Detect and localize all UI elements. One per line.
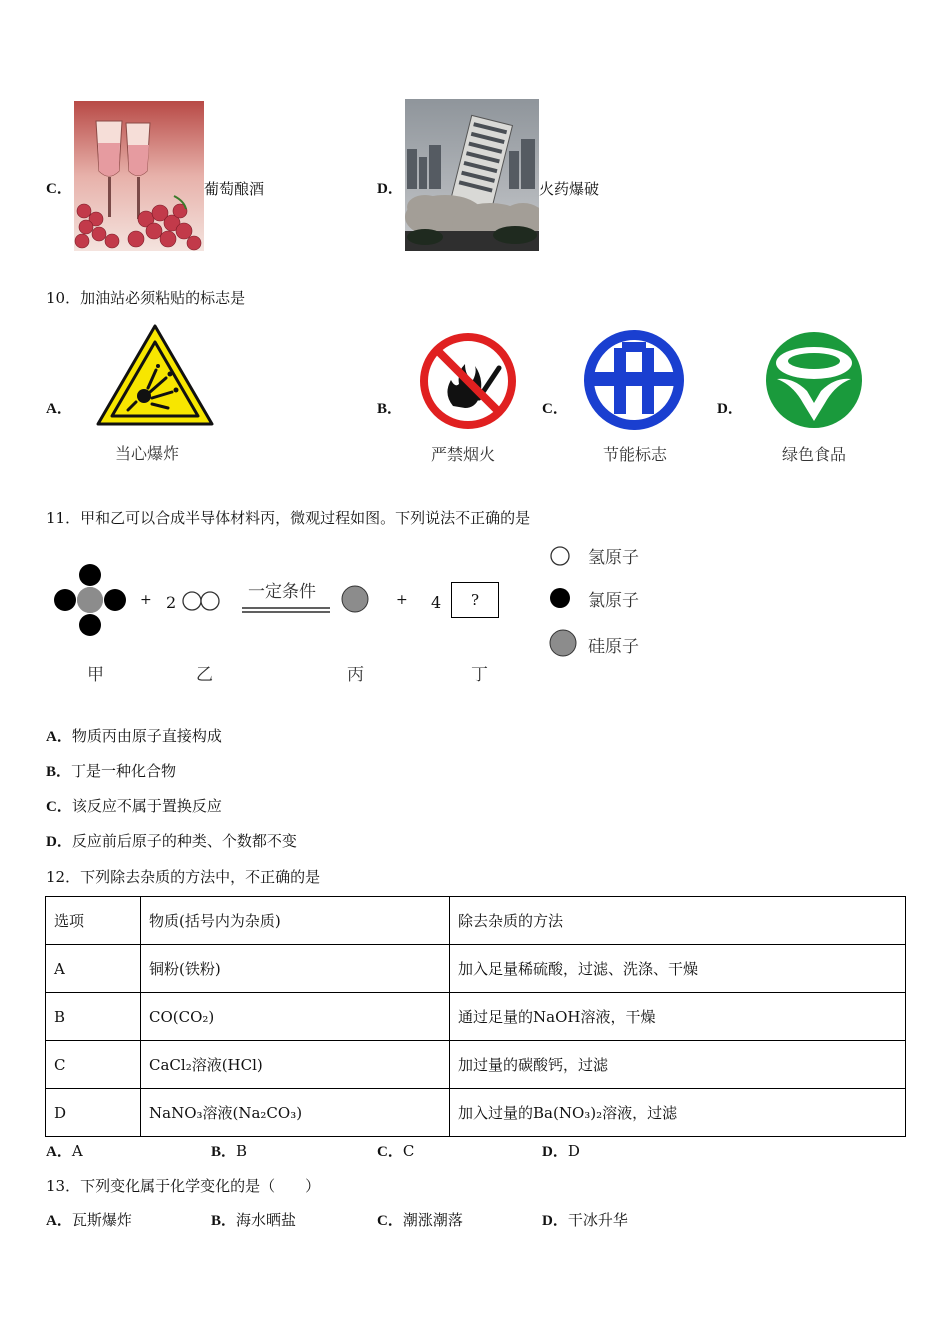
plus-sign-2: + <box>396 592 408 608</box>
q12-option-c-letter: C． <box>377 1144 403 1160</box>
header-substance: 物质(括号内为杂质) <box>141 897 450 945</box>
q12-option-b-letter: B． <box>211 1144 237 1160</box>
q11-option-d-letter: D． <box>46 834 72 850</box>
q13-option-c-text: 潮涨潮落 <box>402 1211 463 1229</box>
q11-option-a-letter: A． <box>46 729 72 745</box>
label-yi: 乙 <box>196 665 213 685</box>
q11-option-c-letter: C． <box>46 799 72 815</box>
q12-option-c-text: C <box>402 1142 415 1160</box>
q13-option-d-letter: D． <box>542 1213 568 1229</box>
row-method-cell: 通过足量的NaOH溶液，干燥 <box>450 993 906 1041</box>
q12-option-c[interactable] <box>377 1140 414 1161</box>
sicl4-molecule-icon <box>50 560 130 640</box>
label-ding: 丁 <box>471 665 488 685</box>
option-c-letter: C． <box>46 181 72 197</box>
table-row <box>46 1041 906 1089</box>
row-substance-cell: CaCl₂溶液(HCl) <box>141 1041 450 1089</box>
q13-option-a-text: 瓦斯爆炸 <box>71 1211 132 1229</box>
q13-option-b-letter: B． <box>211 1213 237 1229</box>
row-option-cell: B <box>46 993 141 1041</box>
q10-option-d-caption: 绿色食品 <box>782 445 847 464</box>
legend-hydrogen-label: 氢原子 <box>588 548 639 568</box>
q13-option-b[interactable] <box>211 1209 296 1230</box>
q12-option-a-text: A <box>71 1142 83 1160</box>
row-method-cell: 加入过量的Ba(NO₃)₂溶液，过滤 <box>450 1089 906 1137</box>
q10-option-c-caption: 节能标志 <box>603 445 668 464</box>
option-c-caption: 葡萄酿酒 <box>204 180 265 198</box>
q10-option-d-letter: D． <box>717 401 743 417</box>
no-fire-sign-icon <box>419 332 517 430</box>
q13-option-a[interactable] <box>46 1209 132 1230</box>
row-substance-cell: 铜粉(铁粉) <box>141 945 450 993</box>
question-11-stem: 11．甲和乙可以合成半导体材料丙，微观过程如图。下列说法不正确的是 <box>46 509 531 527</box>
q10-option-a-letter: A． <box>46 401 72 417</box>
question-13-stem: 13．下列变化属于化学变化的是（ ） <box>46 1177 321 1195</box>
q11-option-a[interactable] <box>46 725 222 746</box>
h2-molecule-icon <box>180 589 224 613</box>
q13-option-c-letter: C． <box>377 1213 403 1229</box>
q13-option-b-text: 海水晒盐 <box>236 1211 297 1229</box>
unknown-mark: ? <box>470 591 480 609</box>
q12-option-a-letter: A． <box>46 1144 72 1160</box>
table-row <box>46 993 906 1041</box>
legend-silicon-icon <box>548 628 578 658</box>
explosion-warning-sign-icon <box>94 322 216 430</box>
impurity-removal-table <box>45 896 906 1137</box>
q12-option-d[interactable] <box>542 1140 580 1161</box>
header-method: 除去杂质的方法 <box>450 897 906 945</box>
row-method-cell: 加入足量稀硫酸，过滤、洗涤、干燥 <box>450 945 906 993</box>
row-option-cell: A <box>46 945 141 993</box>
legend-silicon-label: 硅原子 <box>588 637 639 657</box>
q13-option-c[interactable] <box>377 1209 463 1230</box>
unknown-product-box <box>451 582 499 618</box>
q10-option-c-letter: C． <box>542 401 568 417</box>
q13-option-d[interactable] <box>542 1209 628 1230</box>
reaction-condition-label: 一定条件 <box>248 582 316 602</box>
table-row <box>46 945 906 993</box>
reaction-arrow <box>242 600 330 608</box>
q11-option-c[interactable] <box>46 795 222 816</box>
q11-option-c-text: 该反应不属于置换反应 <box>71 797 222 815</box>
q11-option-b[interactable] <box>46 760 176 781</box>
building-demolition-image <box>405 99 539 251</box>
row-substance-cell: NaNO₃溶液(Na₂CO₃) <box>141 1089 450 1137</box>
option-d-caption: 火药爆破 <box>539 180 600 198</box>
si-atom-icon <box>340 584 370 614</box>
wine-grapes-image <box>74 101 204 251</box>
legend-chlorine-label: 氯原子 <box>588 591 639 611</box>
legend-chlorine-icon <box>549 587 571 609</box>
table-row <box>46 1089 906 1137</box>
q11-option-b-text: 丁是一种化合物 <box>71 762 177 780</box>
option-d-letter: D． <box>377 181 403 197</box>
label-bing: 丙 <box>347 665 364 685</box>
q12-option-d-letter: D． <box>542 1144 568 1160</box>
q11-option-b-letter: B． <box>46 764 72 780</box>
row-method-cell: 加过量的碳酸钙，过滤 <box>450 1041 906 1089</box>
q12-option-d-text: D <box>567 1142 580 1160</box>
question-12-stem: 12．下列除去杂质的方法中，不正确的是 <box>46 868 321 886</box>
coefficient-yi: 2 <box>166 593 177 612</box>
q10-option-a-caption: 当心爆炸 <box>115 444 180 463</box>
energy-saving-sign-icon <box>584 328 684 432</box>
q12-option-a[interactable] <box>46 1140 83 1161</box>
q13-option-a-letter: A． <box>46 1213 72 1229</box>
question-10-stem: 10．加油站必须粘贴的标志是 <box>46 289 246 307</box>
label-jia: 甲 <box>87 665 104 685</box>
row-option-cell: C <box>46 1041 141 1089</box>
green-food-sign-icon <box>763 329 865 431</box>
q10-option-b-caption: 严禁烟火 <box>431 445 496 464</box>
q11-option-a-text: 物质丙由原子直接构成 <box>71 727 222 745</box>
q12-option-b[interactable] <box>211 1140 247 1161</box>
q12-option-b-text: B <box>236 1142 248 1160</box>
row-substance-cell: CO(CO₂) <box>141 993 450 1041</box>
q10-option-b-letter: B． <box>377 401 403 417</box>
plus-sign-1: + <box>140 592 152 608</box>
header-option: 选项 <box>46 897 141 945</box>
coefficient-ding: 4 <box>431 593 442 612</box>
q11-option-d[interactable] <box>46 830 297 851</box>
legend-hydrogen-icon <box>549 545 571 567</box>
q13-option-d-text: 干冰升华 <box>567 1211 628 1229</box>
q11-option-d-text: 反应前后原子的种类、个数都不变 <box>71 832 297 850</box>
table-header-row <box>46 897 906 945</box>
row-option-cell: D <box>46 1089 141 1137</box>
